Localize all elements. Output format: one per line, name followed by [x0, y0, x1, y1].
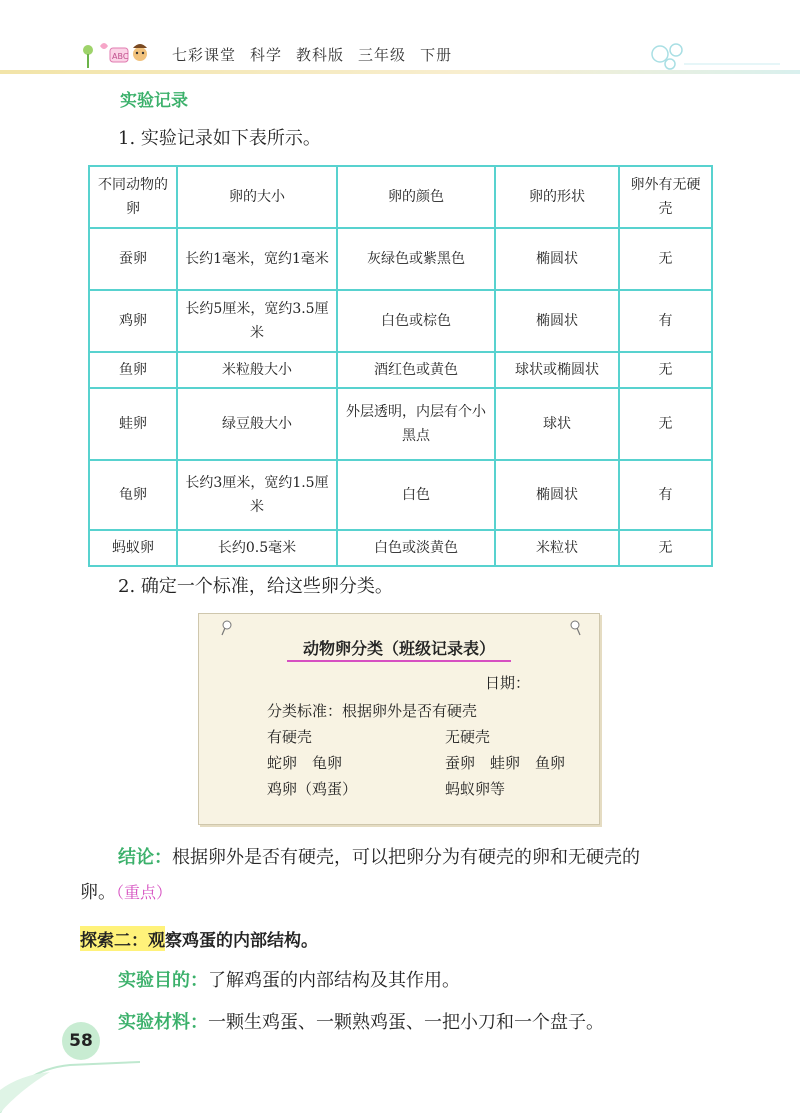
table-cell: 鱼卵 — [89, 352, 177, 388]
section-title: 实验记录 — [120, 91, 188, 111]
conclusion-line-2 — [80, 878, 172, 904]
purpose-text: 了解鸡蛋的内部结构及其作用。 — [208, 970, 460, 991]
header-volume: 下册 — [420, 46, 453, 64]
table-cell: 长约1毫米，宽约1毫米 — [177, 228, 337, 290]
table-cell: 白色或棕色 — [337, 290, 495, 352]
table-header-cell: 不同动物的卵 — [89, 166, 177, 228]
card-date-label: 日期： — [485, 674, 531, 692]
header-grade: 三年级 — [358, 46, 407, 64]
card-col1-head: 有硬壳 — [267, 728, 313, 746]
card-col2-line1: 蚕卵 蛙卵 鱼卵 — [445, 754, 566, 772]
explore-2-heading: 探索二：观察鸡蛋的内部结构。 — [80, 926, 318, 951]
card-title: 动物卵分类（班级记录表） — [302, 639, 495, 658]
pin-icon — [569, 620, 581, 636]
table-cell: 椭圆状 — [495, 228, 619, 290]
key-point-tag: （重点） — [116, 883, 173, 902]
card-standard: 分类标准：根据卵外是否有硬壳 — [267, 702, 478, 720]
table-cell: 无 — [619, 530, 712, 566]
card-title-underline — [287, 660, 511, 662]
table-row — [89, 460, 712, 530]
table-header-cell: 卵的大小 — [177, 166, 337, 228]
pin-icon — [221, 620, 233, 636]
table-cell: 有 — [619, 290, 712, 352]
experiment-record-table — [88, 165, 713, 567]
table-cell: 蚕卵 — [89, 228, 177, 290]
table-cell: 蛙卵 — [89, 388, 177, 460]
table-cell: 鸡卵 — [89, 290, 177, 352]
materials-label: 实验材料： — [118, 1012, 208, 1033]
table-cell: 灰绿色或紫黑色 — [337, 228, 495, 290]
card-col1-line1: 蛇卵 龟卵 — [267, 754, 343, 772]
item-1-text: 1. 实验记录如下表所示。 — [118, 128, 321, 149]
table-cell: 绿豆般大小 — [177, 388, 337, 460]
header-title — [172, 44, 466, 65]
header-logo-icon — [80, 40, 156, 70]
header-series: 七彩课堂 — [172, 46, 237, 64]
materials-text: 一颗生鸡蛋、一颗熟鸡蛋、一把小刀和一个盘子。 — [208, 1012, 604, 1033]
table-cell: 外层透明，内层有个小黑点 — [337, 388, 495, 460]
card-col2-head: 无硬壳 — [445, 728, 491, 746]
table-cell: 白色或淡黄色 — [337, 530, 495, 566]
table-cell: 椭圆状 — [495, 290, 619, 352]
purpose-line — [118, 966, 460, 992]
table-cell: 酒红色或黄色 — [337, 352, 495, 388]
conclusion-text-1: 根据卵外是否有硬壳，可以把卵分为有硬壳的卵和无硬壳的 — [172, 847, 640, 868]
svg-text:ABC: ABC — [112, 52, 129, 61]
table-header-cell: 卵外有无硬壳 — [619, 166, 712, 228]
table-cell: 无 — [619, 388, 712, 460]
item-2-text: 2. 确定一个标准，给这些卵分类。 — [118, 576, 393, 597]
table-row — [89, 530, 712, 566]
table-row — [89, 228, 712, 290]
table-cell: 长约5厘米，宽约3.5厘米 — [177, 290, 337, 352]
table-cell: 无 — [619, 228, 712, 290]
table-cell: 椭圆状 — [495, 460, 619, 530]
table-cell: 米粒状 — [495, 530, 619, 566]
header-edition: 教科版 — [296, 46, 345, 64]
table-cell: 长约0.5毫米 — [177, 530, 337, 566]
table-cell: 球状 — [495, 388, 619, 460]
card-col2-line2: 蚂蚁卵等 — [445, 780, 506, 798]
table-header-row — [89, 166, 712, 228]
table-cell: 无 — [619, 352, 712, 388]
table-cell: 长约3厘米，宽约1.5厘米 — [177, 460, 337, 530]
table-cell: 有 — [619, 460, 712, 530]
materials-line — [118, 1008, 604, 1034]
page-number: 58 — [62, 1022, 100, 1060]
class-record-card — [198, 613, 600, 825]
table-row — [89, 290, 712, 352]
table-cell: 白色 — [337, 460, 495, 530]
conclusion-line-1 — [118, 843, 640, 869]
table-header-cell: 卵的颜色 — [337, 166, 495, 228]
table-header-cell: 卵的形状 — [495, 166, 619, 228]
card-col1-line2: 鸡卵（鸡蛋） — [267, 780, 358, 798]
header-rule — [0, 70, 800, 74]
header-subject: 科学 — [250, 46, 283, 64]
table-row — [89, 388, 712, 460]
table-cell: 蚂蚁卵 — [89, 530, 177, 566]
page-header — [0, 0, 800, 80]
purpose-label: 实验目的： — [118, 970, 208, 991]
bubbles-decoration-icon — [640, 34, 780, 74]
table-cell: 米粒般大小 — [177, 352, 337, 388]
table-cell: 龟卵 — [89, 460, 177, 530]
conclusion-label: 结论： — [118, 847, 172, 868]
table-row — [89, 352, 712, 388]
conclusion-text-2: 卵。 — [80, 882, 116, 903]
table-cell: 球状或椭圆状 — [495, 352, 619, 388]
